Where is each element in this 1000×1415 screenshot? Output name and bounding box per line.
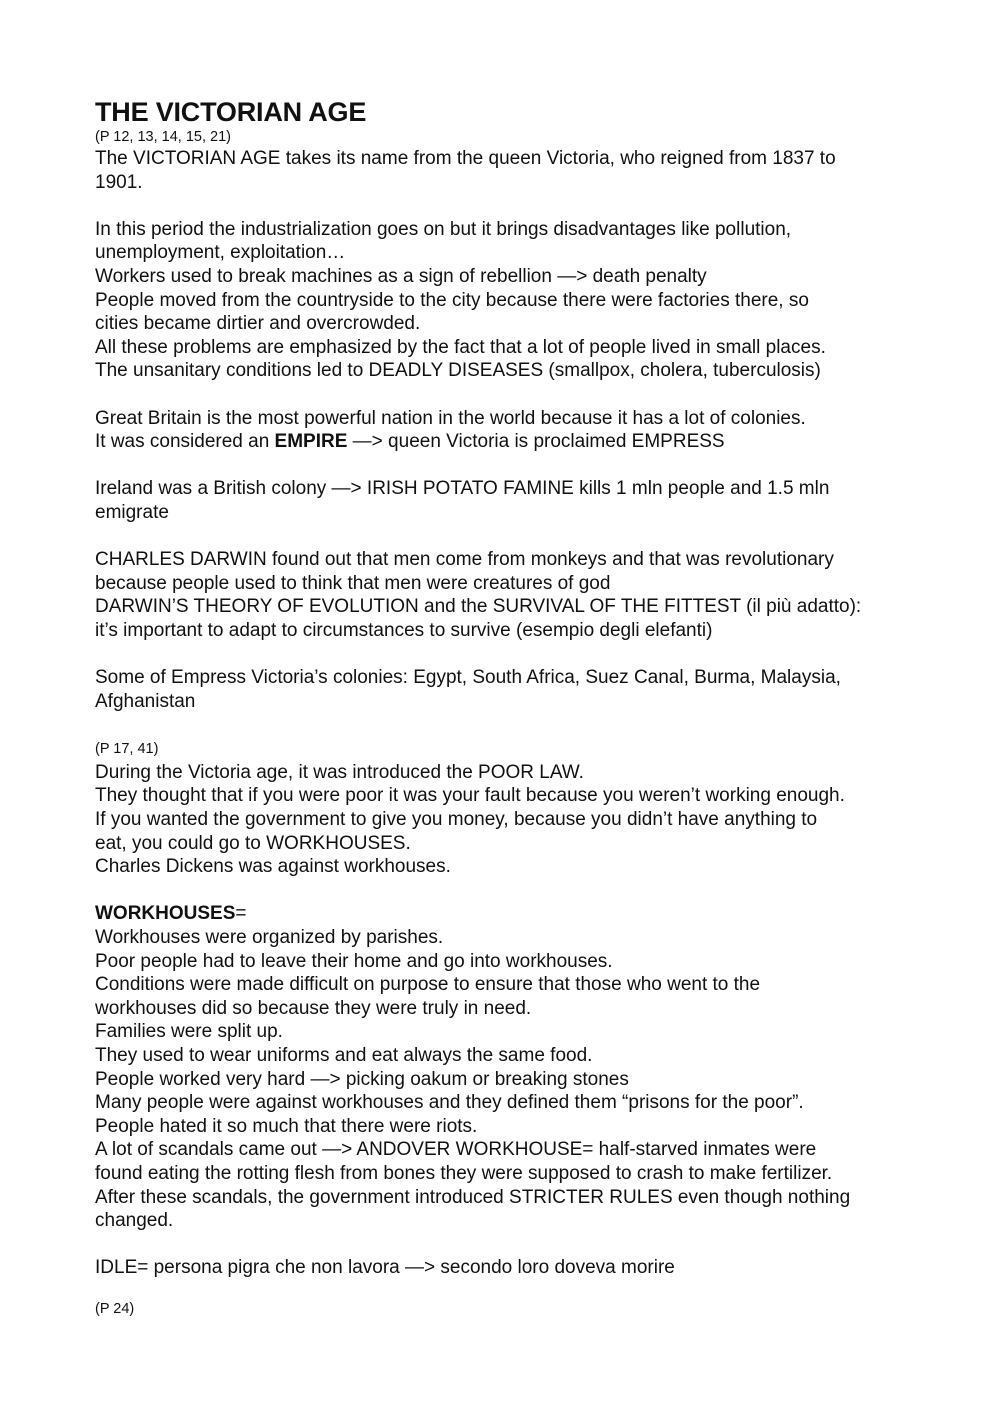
workhouses-line: Conditions were made difficult on purpose to ensure that those who went to the	[95, 974, 761, 996]
industrial-line: People moved from the countryside to the city because there were factories there, so	[95, 289, 809, 311]
workhouses-line: They used to wear uniforms and eat always the same food.	[95, 1044, 593, 1066]
document-page	[95, 96, 925, 1319]
workhouses-line: changed.	[95, 1210, 174, 1232]
workhouses-keyword: WORKHOUSES	[95, 903, 236, 925]
empire-text: —> queen Victoria is proclaimed EMPRESS	[347, 431, 725, 453]
workhouses-line: A lot of scandals came out —> ANDOVER WORKHOUSE= half-starved inmates were	[95, 1139, 817, 1161]
page-reference: (P 12, 13, 14, 15, 21)	[95, 129, 231, 145]
ireland-line: emigrate	[95, 501, 169, 523]
darwin-line: because people used to think that men were creatures of god	[95, 572, 611, 594]
poorlaw-line: eat, you could go to WORKHOUSES.	[95, 832, 411, 854]
industrial-line: cities became dirtier and overcrowded.	[95, 313, 421, 335]
industrial-line: Workers used to break machines as a sign of rebellion —> death penalty	[95, 265, 707, 287]
workhouses-line: Families were split up.	[95, 1021, 283, 1043]
workhouses-line: Workhouses were organized by parishes.	[95, 927, 444, 948]
intro-line: The VICTORIAN AGE takes its name from the queen Victoria, who reigned from 1837 to	[95, 148, 836, 169]
poorlaw-line: Charles Dickens was against workhouses.	[95, 856, 451, 878]
workhouses-equals: =	[235, 903, 247, 925]
poorlaw-line: If you wanted the government to give you money, because you didn’t have anything to	[95, 809, 818, 831]
darwin-line: it’s important to adapt to circumstances to survive (esempio degli elefanti)	[95, 619, 713, 641]
colonies-line: Some of Empress Victoria’s colonies: Egypt, South Africa, Suez Canal, Burma, Malaysia,	[95, 667, 841, 689]
darwin-line: CHARLES DARWIN found out that men come from monkeys and that was revolutionary	[95, 549, 834, 571]
darwin-line: DARWIN’S THEORY OF EVOLUTION and the SURVIVAL OF THE FITTEST (il più adatto):	[95, 596, 862, 618]
workhouses-line: workhouses did so because they were truly in need.	[95, 997, 532, 1019]
page-reference: (P 17, 41)	[95, 740, 159, 757]
industrial-line: All these problems are emphasized by the fact that a lot of people lived in small places.	[95, 336, 826, 358]
idle-line: IDLE= persona pigra che non lavora —> secondo loro doveva morire	[95, 1257, 675, 1279]
page-reference: (P 24)	[95, 1300, 135, 1317]
empire-line	[95, 430, 925, 454]
empire-line: Great Britain is the most powerful nation in the world because it has a lot of colonies.	[95, 407, 806, 429]
workhouses-line: People worked very hard —> picking oakum or breaking stones	[95, 1068, 629, 1090]
poorlaw-line: They thought that if you were poor it was your fault because you weren’t working enough.	[95, 785, 845, 807]
industrial-line: In this period the industrialization goes on but it brings disadvantages like pollution,	[95, 218, 792, 240]
workhouses-line: found eating the rotting flesh from bones they were supposed to crash to make fertilizer.	[95, 1162, 833, 1184]
workhouses-line: People hated it so much that there were riots.	[95, 1115, 478, 1137]
page-title: THE VICTORIAN AGE	[95, 97, 367, 127]
workhouses-heading	[95, 902, 925, 926]
colonies-line: Afghanistan	[95, 690, 196, 712]
workhouses-line: Many people were against workhouses and they defined them “prisons for the poor”.	[95, 1092, 804, 1114]
empire-keyword: EMPIRE	[274, 431, 348, 453]
workhouses-line: Poor people had to leave their home and go into workhouses.	[95, 950, 613, 972]
industrial-line: The unsanitary conditions led to DEADLY DISEASES (smallpox, cholera, tuberculosis)	[95, 360, 821, 382]
poorlaw-line: During the Victoria age, it was introduced the POOR LAW.	[95, 761, 584, 783]
industrial-line: unemployment, exploitation…	[95, 242, 346, 264]
ireland-line: Ireland was a British colony —> IRISH POTATO FAMINE kills 1 mln people and 1.5 mln	[95, 478, 830, 500]
intro-line: 1901.	[95, 171, 143, 193]
empire-text: It was considered an	[95, 431, 275, 453]
workhouses-line: After these scandals, the government introduced STRICTER RULES even though nothing	[95, 1186, 851, 1208]
